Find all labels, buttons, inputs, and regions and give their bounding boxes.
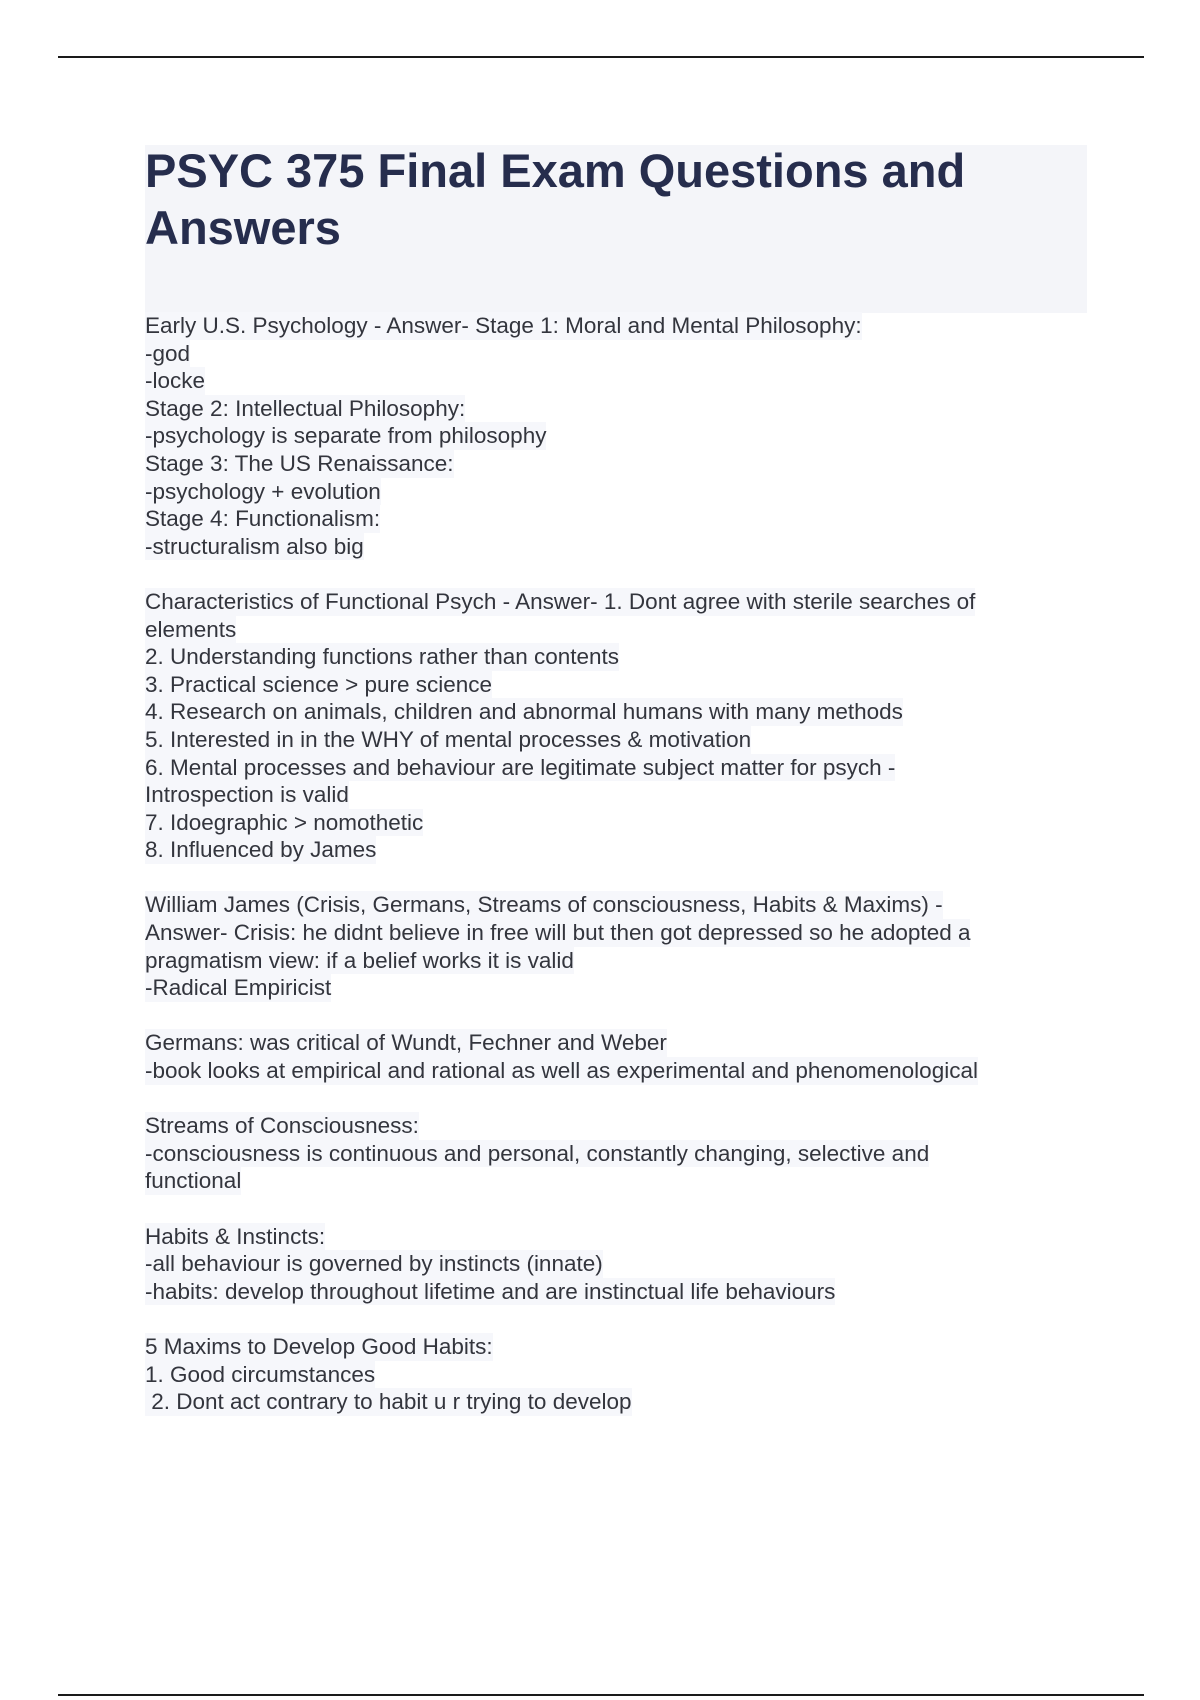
text-line: 2. Understanding functions rather than contents	[145, 644, 620, 670]
text-line: -god	[145, 340, 191, 366]
qa-block	[145, 1112, 1095, 1195]
text-line: 1. Good circumstances	[145, 1361, 376, 1387]
text-line: -consciousness is continuous and personal, constantly changing, selective and	[145, 1140, 930, 1166]
text-line: -book looks at empirical and rational as well as experimental and phenomenological	[145, 1058, 978, 1084]
text-line: 6. Mental processes and behaviour are legitimate subject matter for psych -	[145, 754, 896, 780]
text-line: -locke	[145, 368, 206, 394]
text-line: 3. Practical science > pure science	[145, 671, 493, 697]
bottom-divider	[58, 1694, 1144, 1696]
text-line: Answer- Crisis: he didnt believe in free will but then got depressed so he adopted a	[145, 920, 971, 946]
text-line: Habits & Instincts:	[145, 1223, 326, 1249]
text-line: 7. Idoegraphic > nomothetic	[145, 809, 424, 835]
qa-block	[145, 1029, 1095, 1084]
top-divider	[58, 56, 1144, 58]
text-line: -Radical Empiricist	[145, 975, 332, 1001]
text-line: -habits: develop throughout lifetime and are instinctual life behaviours	[145, 1278, 836, 1304]
text-line: 5. Interested in in the WHY of mental processes & motivation	[145, 726, 752, 752]
document-title: PSYC 375 Final Exam Questions and Answers	[145, 144, 966, 254]
text-line: -psychology is separate from philosophy	[145, 423, 547, 449]
text-line: 2. Dont act contrary to habit u r trying to develop	[145, 1389, 632, 1415]
text-line: Streams of Consciousness:	[145, 1113, 419, 1139]
text-line: William James (Crisis, Germans, Streams of consciousness, Habits & Maxims) -	[145, 892, 943, 918]
text-line: Characteristics of Functional Psych - Answer- 1. Dont agree with sterile searches of	[145, 588, 976, 614]
text-line: -psychology + evolution	[145, 478, 381, 504]
text-line: -structuralism also big	[145, 533, 364, 559]
text-line: Germans: was critical of Wundt, Fechner and Weber	[145, 1030, 667, 1056]
text-line: pragmatism view: if a belief works it is valid	[145, 947, 574, 973]
qa-block	[145, 891, 1095, 1001]
text-line: 5 Maxims to Develop Good Habits:	[145, 1333, 493, 1359]
document-body	[145, 312, 1095, 1443]
text-line: Stage 4: Functionalism:	[145, 506, 381, 532]
text-line: Introspection is valid	[145, 782, 349, 808]
text-line: Stage 3: The US Renaissance:	[145, 450, 454, 476]
qa-block	[145, 588, 1095, 864]
text-line: functional	[145, 1168, 242, 1194]
text-line: Stage 2: Intellectual Philosophy:	[145, 395, 466, 421]
qa-block	[145, 312, 1095, 560]
text-line: Early U.S. Psychology - Answer- Stage 1: Moral and Mental Philosophy:	[145, 313, 862, 338]
text-line: -all behaviour is governed by instincts (innate)	[145, 1251, 603, 1277]
text-line: 4. Research on animals, children and abnormal humans with many methods	[145, 699, 903, 725]
text-line: 8. Influenced by James	[145, 837, 377, 863]
text-line: elements	[145, 616, 237, 642]
qa-block	[145, 1333, 1095, 1416]
qa-block	[145, 1223, 1095, 1306]
